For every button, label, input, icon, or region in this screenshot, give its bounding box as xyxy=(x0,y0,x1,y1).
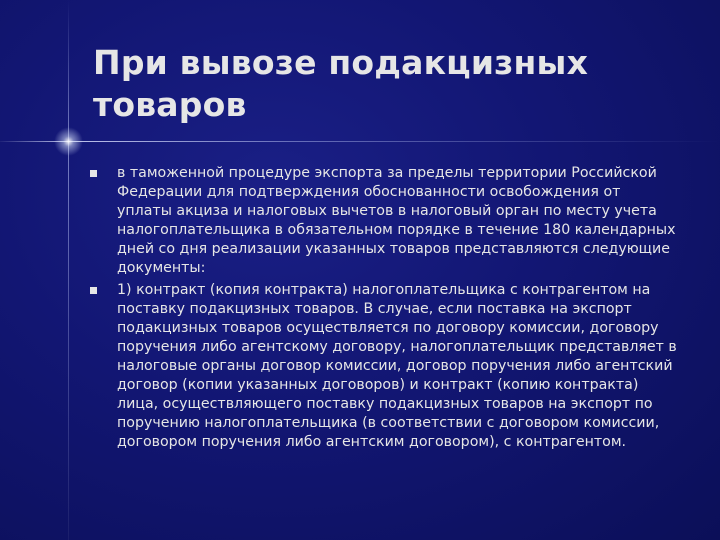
bullet-list xyxy=(88,164,678,455)
bullet-item xyxy=(88,164,678,278)
bullet-text: в таможенной процедуре экспорта за пределы территории Российской Федерации для подтверждения обоснованности освобождения от уплаты акциза и налоговых вычетов в налоговый орган по месту учета налогоплательщика в обязательном порядке в течение 180 календарных дней со дня реализации указанных товаров представляются следующие документы: xyxy=(117,165,676,276)
bullet-text: 1) контракт (копия контракта) налогоплательщика с контрагентом на поставку подакцизных товаров. В случае, если поставка на экспорт подакцизных товаров осуществляется по договору комиссии, договору поручения либо агентскому договору, налогоплательщик представляет в налоговые органы договор комиссии, договор поручения либо агентский договор (копии указанных договоров) и контракт (копию контракта) лица, осуществляющего поставку подакцизных товаров на экспорт по поручению налогоплательщика (в соответствии с договором комиссии, договором поручения либо агентским договором), с контрагентом. xyxy=(117,282,677,450)
slide-title: При вывозе подакцизных товаров xyxy=(93,43,589,124)
decorative-vertical-line xyxy=(68,0,69,540)
bullet-item xyxy=(88,281,678,452)
square-bullet-icon xyxy=(90,170,97,177)
decorative-star-flare xyxy=(54,127,83,156)
square-bullet-icon xyxy=(90,287,97,294)
decorative-horizontal-line xyxy=(0,141,720,142)
